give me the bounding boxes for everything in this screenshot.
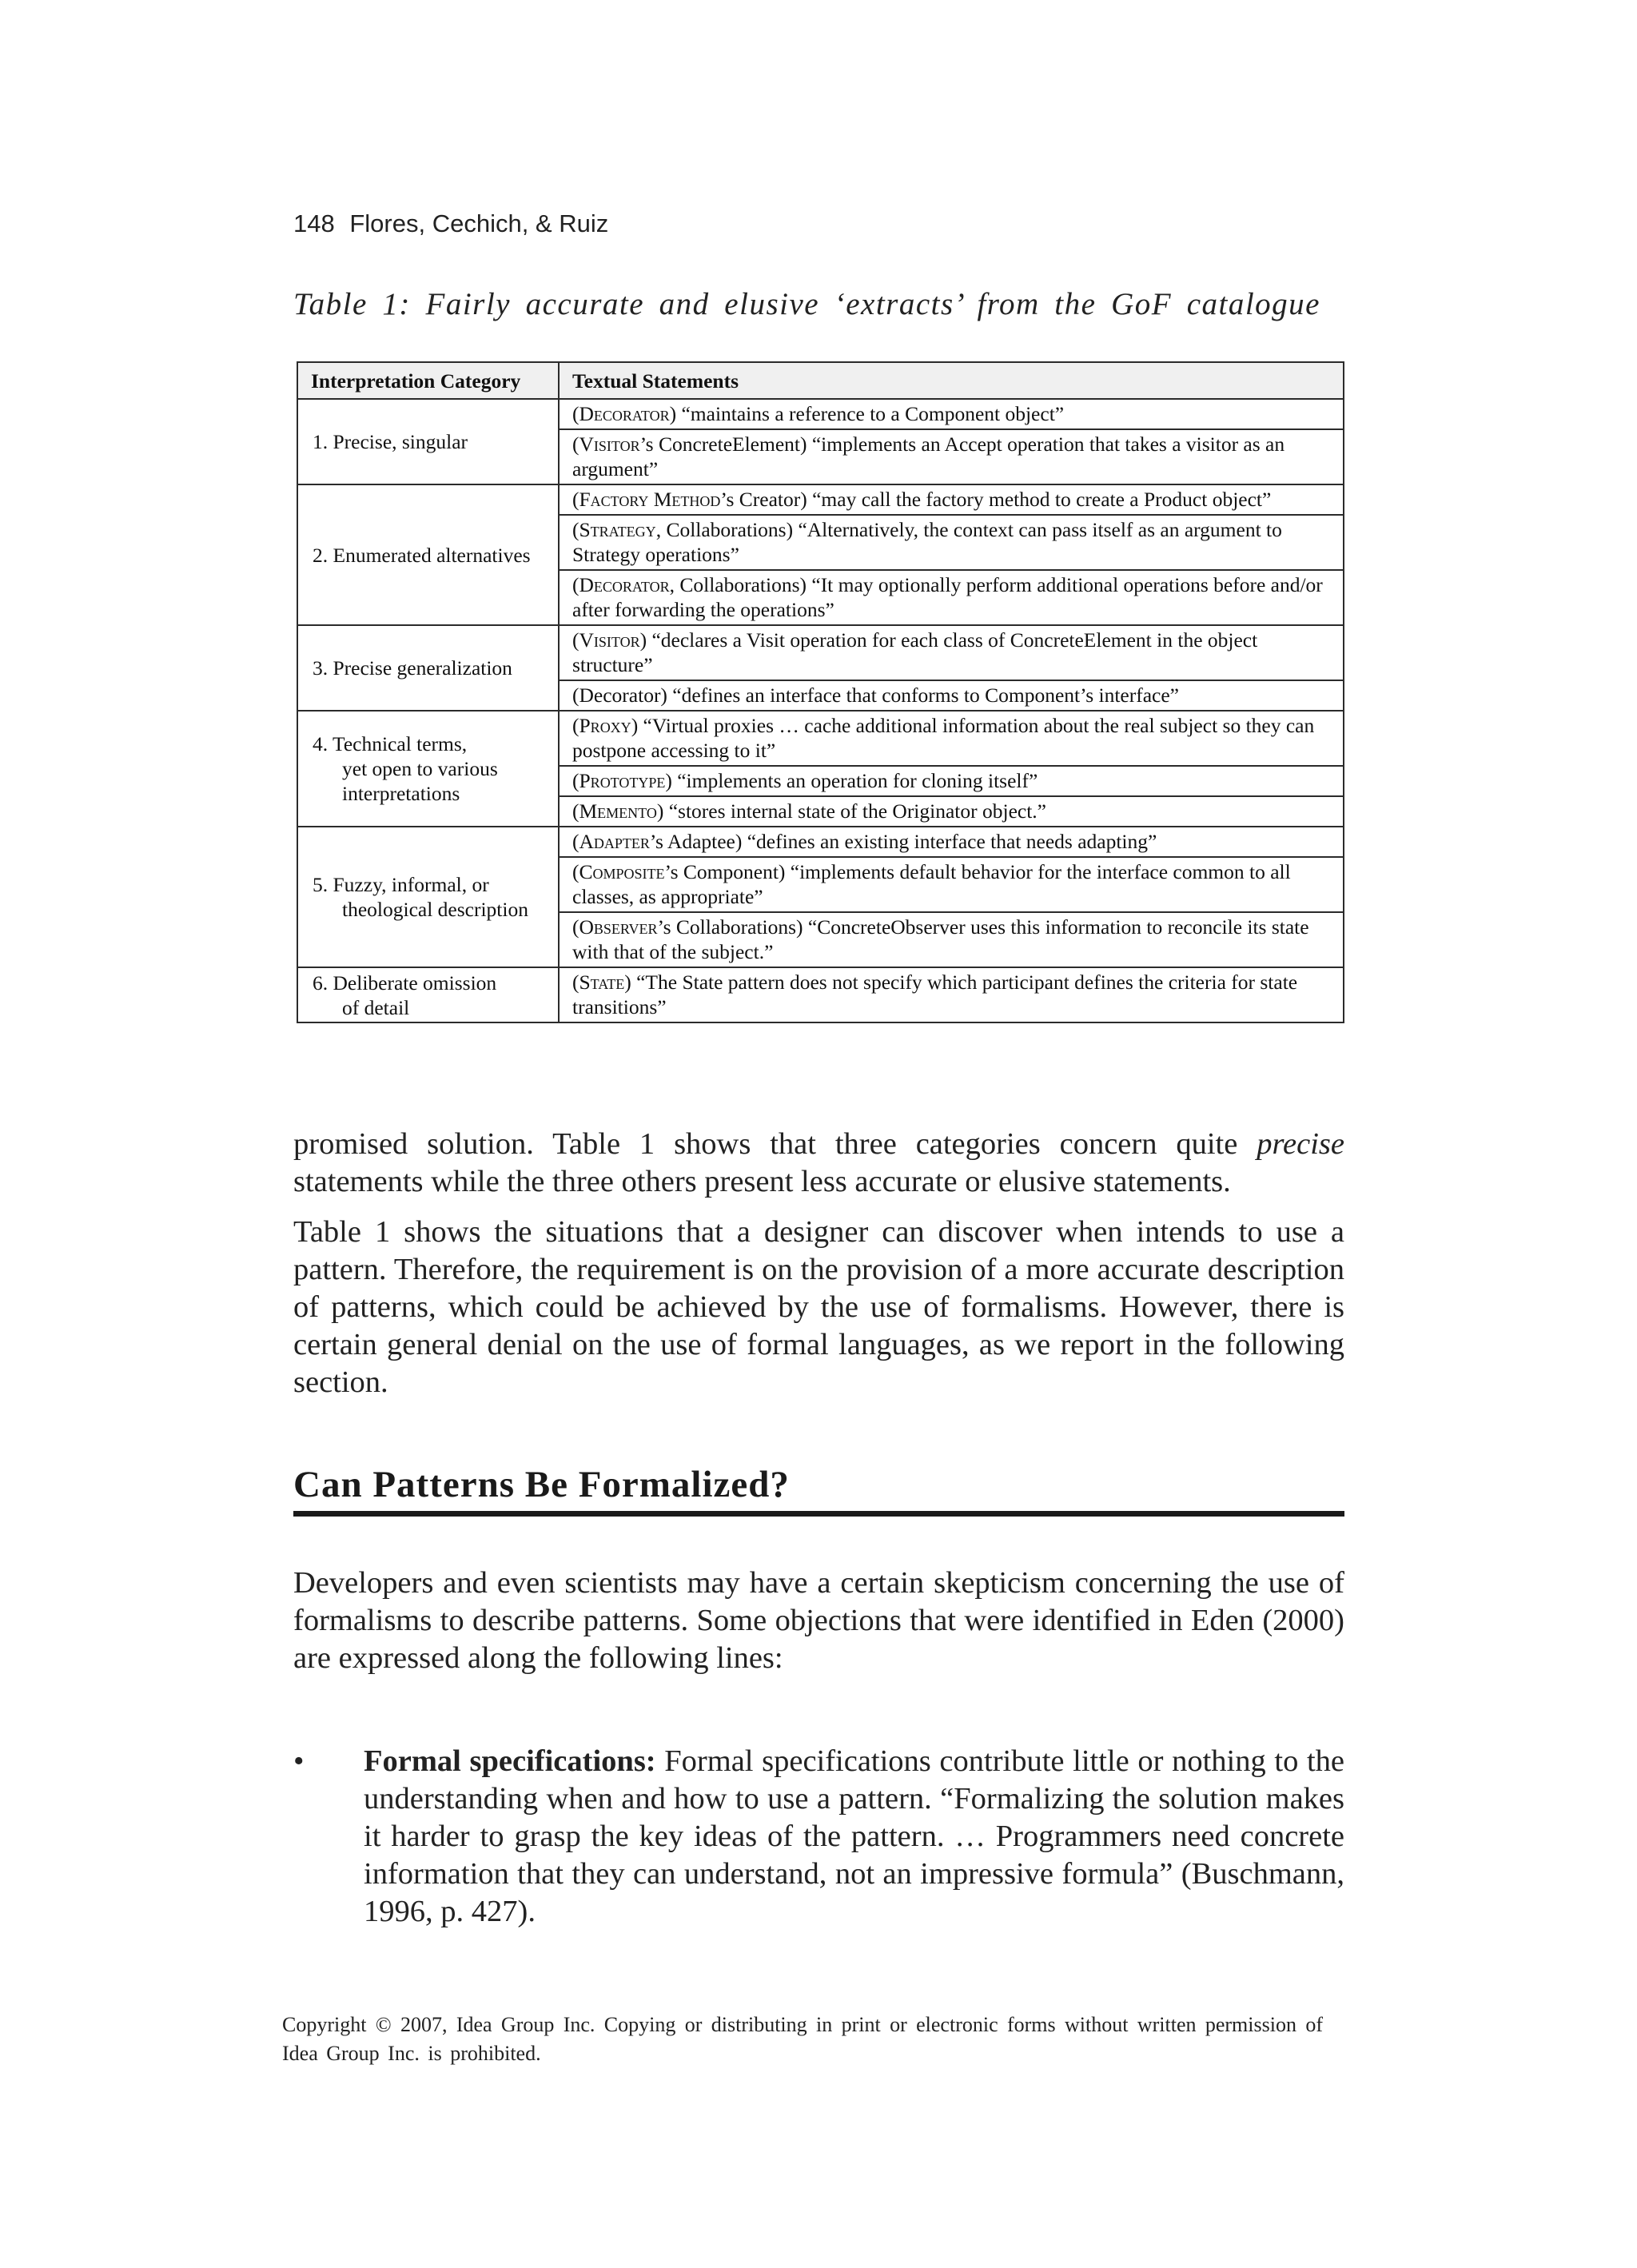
category-label: 1. Precise, singular (313, 430, 468, 453)
pattern-name: Observer (579, 915, 658, 939)
paragraph-text: promised solution. Table 1 shows that three categories concern quite (293, 1127, 1257, 1161)
page-number: 148 (293, 209, 335, 237)
statement-text: ) “The State pattern does not specify which participant defines the criteria for state transitions” (572, 971, 1298, 1018)
statement-cell: (Visitor’s ConcreteElement) “implements an Accept operation that takes a visitor as an argument” (559, 429, 1344, 484)
copyright-notice: Copyright © 2007, Idea Group Inc. Copying or distributing in print or electronic forms without written permission of Idea Group Inc. is prohibited. (282, 2013, 1323, 2065)
statement-text: ) “Virtual proxies … cache additional information about the real subject so they can postpone accessing to it” (572, 714, 1315, 762)
statement-cell: (Adapter’s Adaptee) “defines an existing interface that needs adapting” (559, 827, 1344, 857)
pattern-name: Proxy (579, 714, 631, 737)
category-cell (297, 484, 559, 625)
bullet-term: Formal specifications: (364, 1744, 656, 1778)
category-label: 5. Fuzzy, informal, or (313, 873, 489, 896)
table-row (297, 827, 1344, 857)
category-cell (297, 625, 559, 711)
statement-cell: (Visitor) “declares a Visit operation for each class of ConcreteElement in the object structure” (559, 625, 1344, 680)
category-label: 4. Technical terms, (313, 732, 468, 755)
statement-text: ’s ConcreteElement) “implements an Accept operation that takes a visitor as an argument” (572, 432, 1285, 480)
table-body (297, 399, 1344, 1022)
statement-text: (Decorator) “defines an interface that conforms to Component’s interface” (572, 684, 1179, 707)
pattern-name: Decorator (579, 402, 670, 425)
statement-text: , Collaborations) “It may optionally perform additional operations before and/or after forwarding the operations” (572, 573, 1323, 621)
category-label: 3. Precise generalization (313, 656, 512, 680)
table-row (297, 399, 1344, 429)
emphasis-text: precise (1257, 1127, 1344, 1161)
statement-cell: (Proxy) “Virtual proxies … cache additional information about the real subject so they can postpone accessing to it” (559, 711, 1344, 766)
running-header (293, 209, 608, 238)
paragraph (293, 1126, 1344, 1201)
category-label: interpretations (342, 782, 460, 805)
statement-cell: (Memento) “stores internal state of the Originator object.” (559, 796, 1344, 827)
pattern-name: Composite (579, 860, 665, 883)
statement-cell: (Strategy, Collaborations) “Alternatively, the context can pass itself as an argument to Strategy operations” (559, 515, 1344, 570)
pattern-name: Visitor (579, 432, 640, 456)
table-row (297, 625, 1344, 680)
paragraph: Table 1 shows the situations that a designer can discover when intends to use a pattern. Therefore, the requirement is on the provision of a more accurate description of patterns, which could be achieved by the use of formalisms. However, there is certain general denial on the use of formal languages, as we report in the following section. (293, 1215, 1344, 1399)
pattern-name: Prototype (579, 769, 666, 792)
category-label: of detail (342, 995, 410, 1019)
statement-cell: (Decorator) “maintains a reference to a Component object” (559, 399, 1344, 429)
statement-text: ’s Adaptee) “defines an existing interface that needs adapting” (649, 830, 1157, 853)
statement-cell: (Prototype) “implements an operation for cloning itself” (559, 766, 1344, 796)
statement-cell: (Decorator, Collaborations) “It may optionally perform additional operations before and/or after forwarding the operations” (559, 570, 1344, 625)
pattern-name: State (579, 971, 625, 994)
category-cell (297, 399, 559, 484)
pattern-name: Visitor (579, 628, 640, 652)
statement-cell: (Observer’s Collaborations) “ConcreteObserver uses this information to reconcile its state with that of the subject.” (559, 912, 1344, 967)
column-header: Textual Statements (559, 362, 1344, 399)
statement-text: ’s Component) “implements default behavior for the interface common to all classes, as appropriate” (572, 860, 1291, 908)
statement-text: ) “implements an operation for cloning itself” (665, 769, 1038, 792)
statement-cell (559, 680, 1344, 711)
table-row (297, 484, 1344, 515)
table-caption: Table 1: Fairly accurate and elusive ‘extracts’ from the GoF catalogue (293, 287, 1320, 321)
gof-extracts-table (297, 361, 1344, 1023)
table-header-row (297, 362, 1344, 399)
category-label: 2. Enumerated alternatives (313, 543, 531, 567)
section-heading: Can Patterns Be Formalized? (293, 1463, 1344, 1517)
category-cell (297, 967, 559, 1022)
paragraph-text: statements while the three others present less accurate or elusive statements. (293, 1165, 1231, 1198)
paragraph: Developers and even scientists may have a certain skepticism concerning the use of formalisms to describe patterns. Some objections that were identified in Eden (2000) are expressed along the following lines: (293, 1566, 1344, 1675)
category-label: theological description (342, 898, 528, 921)
bullet-body: Formal specifications contribute little or nothing to the understanding when and how to use a pattern. “Formalizing the solution makes it harder to grasp the key ideas of the pattern. … Programmers need concrete information that they can understand, not an impressive formula” (Buschmann, 1996, p. 427). (364, 1744, 1344, 1928)
column-header: Interpretation Category (297, 362, 559, 399)
statement-text: ) “declares a Visit operation for each class of ConcreteElement in the object structure” (572, 628, 1258, 676)
table-row (297, 711, 1344, 766)
bullet-icon: • (293, 1744, 305, 1778)
table-row (297, 967, 1344, 1022)
pattern-name: Decorator (579, 573, 670, 596)
pattern-name: Factory Method (579, 488, 721, 511)
statement-cell: (Factory Method’s Creator) “may call the factory method to create a Product object” (559, 484, 1344, 515)
pattern-name: Memento (579, 799, 657, 823)
statement-text: , Collaborations) “Alternatively, the context can pass itself as an argument to Strategy operations” (572, 518, 1282, 566)
bullet-item (293, 1743, 1344, 1931)
category-cell (297, 711, 559, 827)
statement-cell: (State) “The State pattern does not specify which participant defines the criteria for state transitions” (559, 967, 1344, 1022)
pattern-name: Adapter (579, 830, 650, 853)
statement-text: ’s Creator) “may call the factory method to create a Product object” (720, 488, 1272, 511)
statement-cell: (Composite’s Component) “implements default behavior for the interface common to all classes, as appropriate” (559, 857, 1344, 912)
category-label: 6. Deliberate omission (313, 971, 497, 994)
category-cell (297, 827, 559, 967)
category-label: yet open to various (342, 757, 498, 780)
statement-text: ’s Collaborations) “ConcreteObserver uses this information to reconcile its state with that of the subject.” (572, 915, 1309, 963)
statement-text: ) “stores internal state of the Originator object.” (656, 799, 1046, 823)
statement-text: ) “maintains a reference to a Component object” (669, 402, 1065, 425)
header-authors: Flores, Cechich, & Ruiz (349, 209, 609, 237)
pattern-name: Strategy (579, 518, 656, 541)
bullet-text (364, 1743, 1344, 1931)
